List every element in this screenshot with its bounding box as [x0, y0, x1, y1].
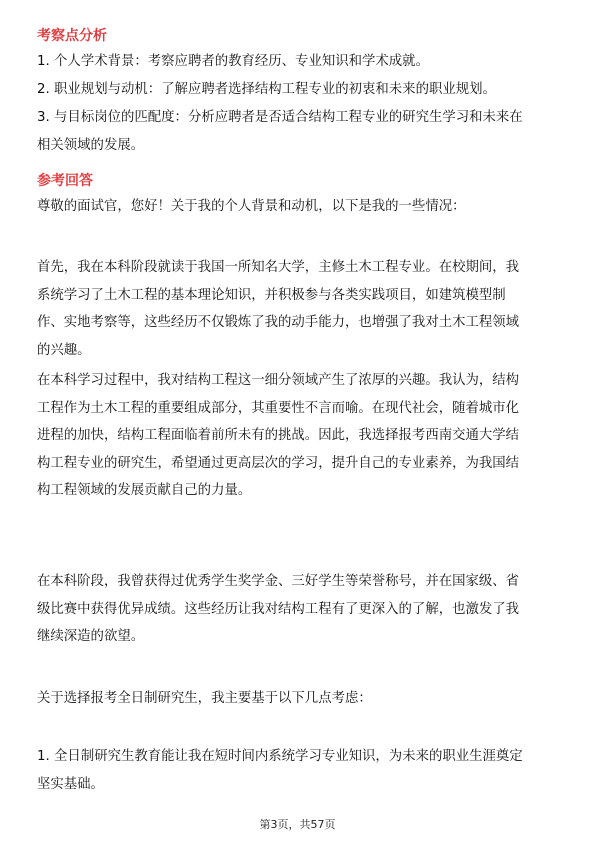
text-line: 2. 职业规划与动机：了解应聘者选择结构工程专业的初衷和未来的职业规划。: [37, 82, 496, 97]
answer-paragraph-reason-1: [37, 743, 565, 798]
analysis-item-1: [37, 48, 565, 76]
text-line: 系统学习了土木工程的基本理论知识，并积极参与各类实践项目，如建筑模型制: [37, 287, 506, 303]
analysis-item-3: [37, 104, 565, 159]
page-number: 第3页，共57页: [259, 818, 336, 831]
text-line: 在本科阶段，我曾获得过优秀学生奖学金、三好学生等荣誉称号，并在国家级、省: [37, 574, 520, 589]
text-line: 关于选择报考全日制研究生，我主要基于以下几点考虑：: [37, 691, 372, 706]
answer-paragraph-reasons-intro: [37, 685, 565, 713]
text-line: 继续深造的欲望。: [37, 629, 145, 644]
text-line: 构工程领域的发展贡献自己的力量。: [37, 483, 252, 498]
text-line: 1. 全日制研究生教育能让我在短时间内系统学习专业知识，为未来的职业生涯奠定: [37, 749, 523, 764]
text-line: 在本科学习过程中，我对结构工程这一细分领域产生了浓厚的兴趣。我认为，结构: [37, 373, 520, 388]
text-line: 的兴趣。: [37, 342, 91, 358]
text-line: 构工程专业的研究生，希望通过更高层次的学习，提升自己的专业素养，为我国结: [37, 455, 520, 471]
text-line: 工程作为土木工程的重要组成部分，其重要性不言而喻。在现代社会，随着城市化: [37, 400, 520, 416]
answer-heading: 参考回答: [37, 173, 93, 189]
text-line: 首先，我在本科阶段就读于我国一所知名大学，主修土木工程专业。在校期间，我: [37, 260, 520, 275]
text-line: 相关领域的发展。: [37, 137, 145, 153]
answer-paragraph-background: [37, 254, 565, 364]
text-line: 3. 与目标岗位的匹配度：分析应聘者是否适合结构工程专业的研究生学习和未来在: [37, 110, 523, 125]
text-line: 坚实基础。: [37, 776, 104, 792]
text-line: 1. 个人学术背景：考察应聘者的教育经历、专业知识和学术成就。: [37, 54, 429, 69]
answer-paragraph-honors: [37, 568, 565, 651]
answer-paragraph-greeting: [37, 193, 565, 221]
analysis-heading: 考察点分析: [37, 28, 107, 44]
analysis-item-2: [37, 76, 565, 104]
text-line: 作、实地考察等，这些经历不仅锻炼了我的动手能力，也增强了我对土木工程领域: [37, 315, 520, 330]
text-line: 级比赛中获得优异成绩。这些经历让我对结构工程有了更深入的了解，也激发了我: [37, 601, 520, 617]
answer-paragraph-interest: [37, 367, 565, 505]
text-line: 进程的加快，结构工程面临着前所未有的挑战。因此，我选择报考西南交通大学结: [37, 428, 520, 443]
text-line: 尊敬的面试官，您好！关于我的个人背景和动机，以下是我的一些情况：: [37, 199, 466, 214]
